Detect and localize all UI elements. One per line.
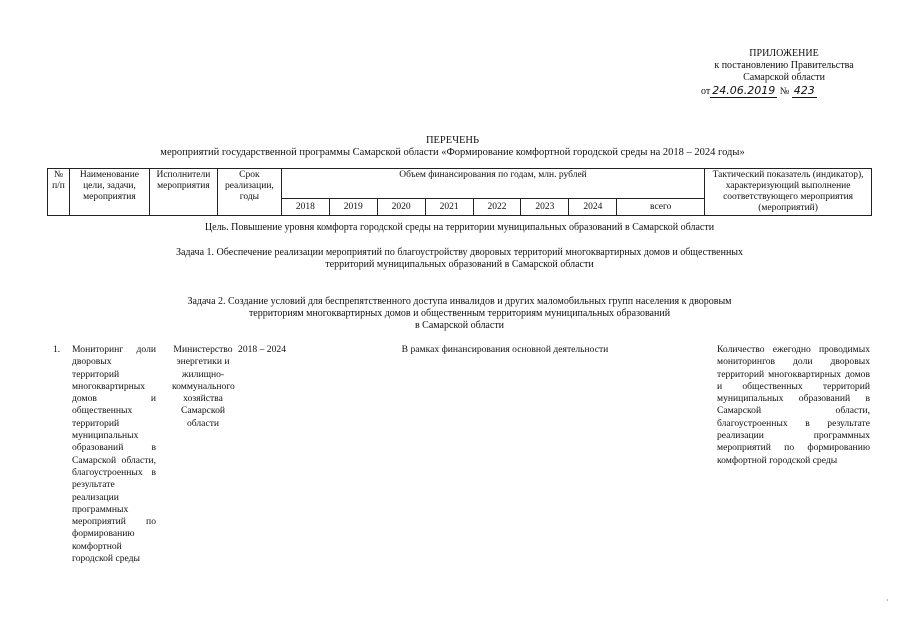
task2-row	[47, 296, 872, 332]
row1-indicator: Количество ежегодно проводимых мониторингов доли дворовых территорий многоквартирных домов и общественных территорий муниципальных образований в Самарской области, благоустроенных в результате реализации программных мероприятий по формированию комфортной городской среды	[717, 344, 870, 466]
task2-line2: территориям многоквартирных домов и общественным территориям муниципальных образований	[248, 308, 671, 319]
task1-row	[47, 247, 872, 271]
appendix-number-label: №	[779, 86, 790, 97]
row1-financing: В рамках финансирования основной деятельности	[401, 344, 609, 355]
appendix-heading: ПРИЛОЖЕНИЕ	[749, 48, 819, 59]
header-year-2024: 2024	[569, 199, 617, 216]
header-name: Наименование цели, задачи, мероприятия	[69, 169, 149, 216]
appendix-signature-line	[699, 85, 869, 98]
task2-line3: в Самарской области	[414, 320, 505, 331]
header-num: № п/п	[48, 169, 70, 216]
task1-line1: Задача 1. Обеспечение реализации мероприятий по благоустройству дворовых территорий многоквартирных домов и общественных	[175, 247, 744, 258]
title-heading: ПЕРЕЧЕНЬ	[425, 135, 480, 146]
row1-term: 2018 – 2024	[238, 344, 286, 355]
scan-speck: ·	[886, 596, 889, 605]
header-year-2020: 2020	[377, 199, 425, 216]
row1-executor: Министерство энергетики и жилищно-коммунального хозяйства Самарской области	[172, 344, 235, 429]
header-term: Срок реализации, годы	[217, 169, 281, 216]
document-title	[0, 135, 905, 159]
header-year-2021: 2021	[425, 199, 473, 216]
header-year-2019: 2019	[329, 199, 377, 216]
header-year-2018: 2018	[281, 199, 329, 216]
appendix-date-prefix: от	[701, 86, 711, 97]
appendix-region: Самарской области	[743, 72, 825, 83]
task1-line2: территорий муниципальных образований в Самарской области	[325, 259, 594, 270]
header-year-2023: 2023	[521, 199, 569, 216]
row1-number: 1.	[53, 344, 61, 355]
row1-name: Мониторинг доли дворовых территорий многоквартирных домов и общественных территорий муниципальных образований в Самарской области, благоустроенных в результате реализации программных мероприятий по формированию комфортной городской среды	[72, 344, 156, 565]
header-table	[47, 168, 872, 216]
header-exec: Исполнители мероприятия	[149, 169, 217, 216]
appendix-date: 24.06.2019	[712, 84, 776, 97]
appendix-number: 423	[793, 84, 815, 97]
task2-line1: Задача 2. Создание условий для беспрепятственного доступа инвалидов и других маломобильных групп населения к дворовым	[187, 296, 732, 307]
title-subheading: мероприятий государственной программы Самарской области «Формирование комфортной городской среды на 2018 – 2024 годы»	[160, 147, 745, 158]
appendix-resolution: к постановлению Правительства	[714, 60, 854, 71]
header-financing: Объем финансирования по годам, млн. рублей	[281, 169, 704, 199]
appendix-block	[699, 48, 869, 98]
header-indicator: Тактический показатель (индикатор), характеризующий выполнение соответствующего мероприятия (мероприятий)	[705, 169, 872, 216]
goal-row: Цель. Повышение уровня комфорта городской среды на территории муниципальных образований в Самарской области	[204, 222, 715, 233]
header-year-2022: 2022	[473, 199, 521, 216]
header-total: всего	[617, 199, 705, 216]
